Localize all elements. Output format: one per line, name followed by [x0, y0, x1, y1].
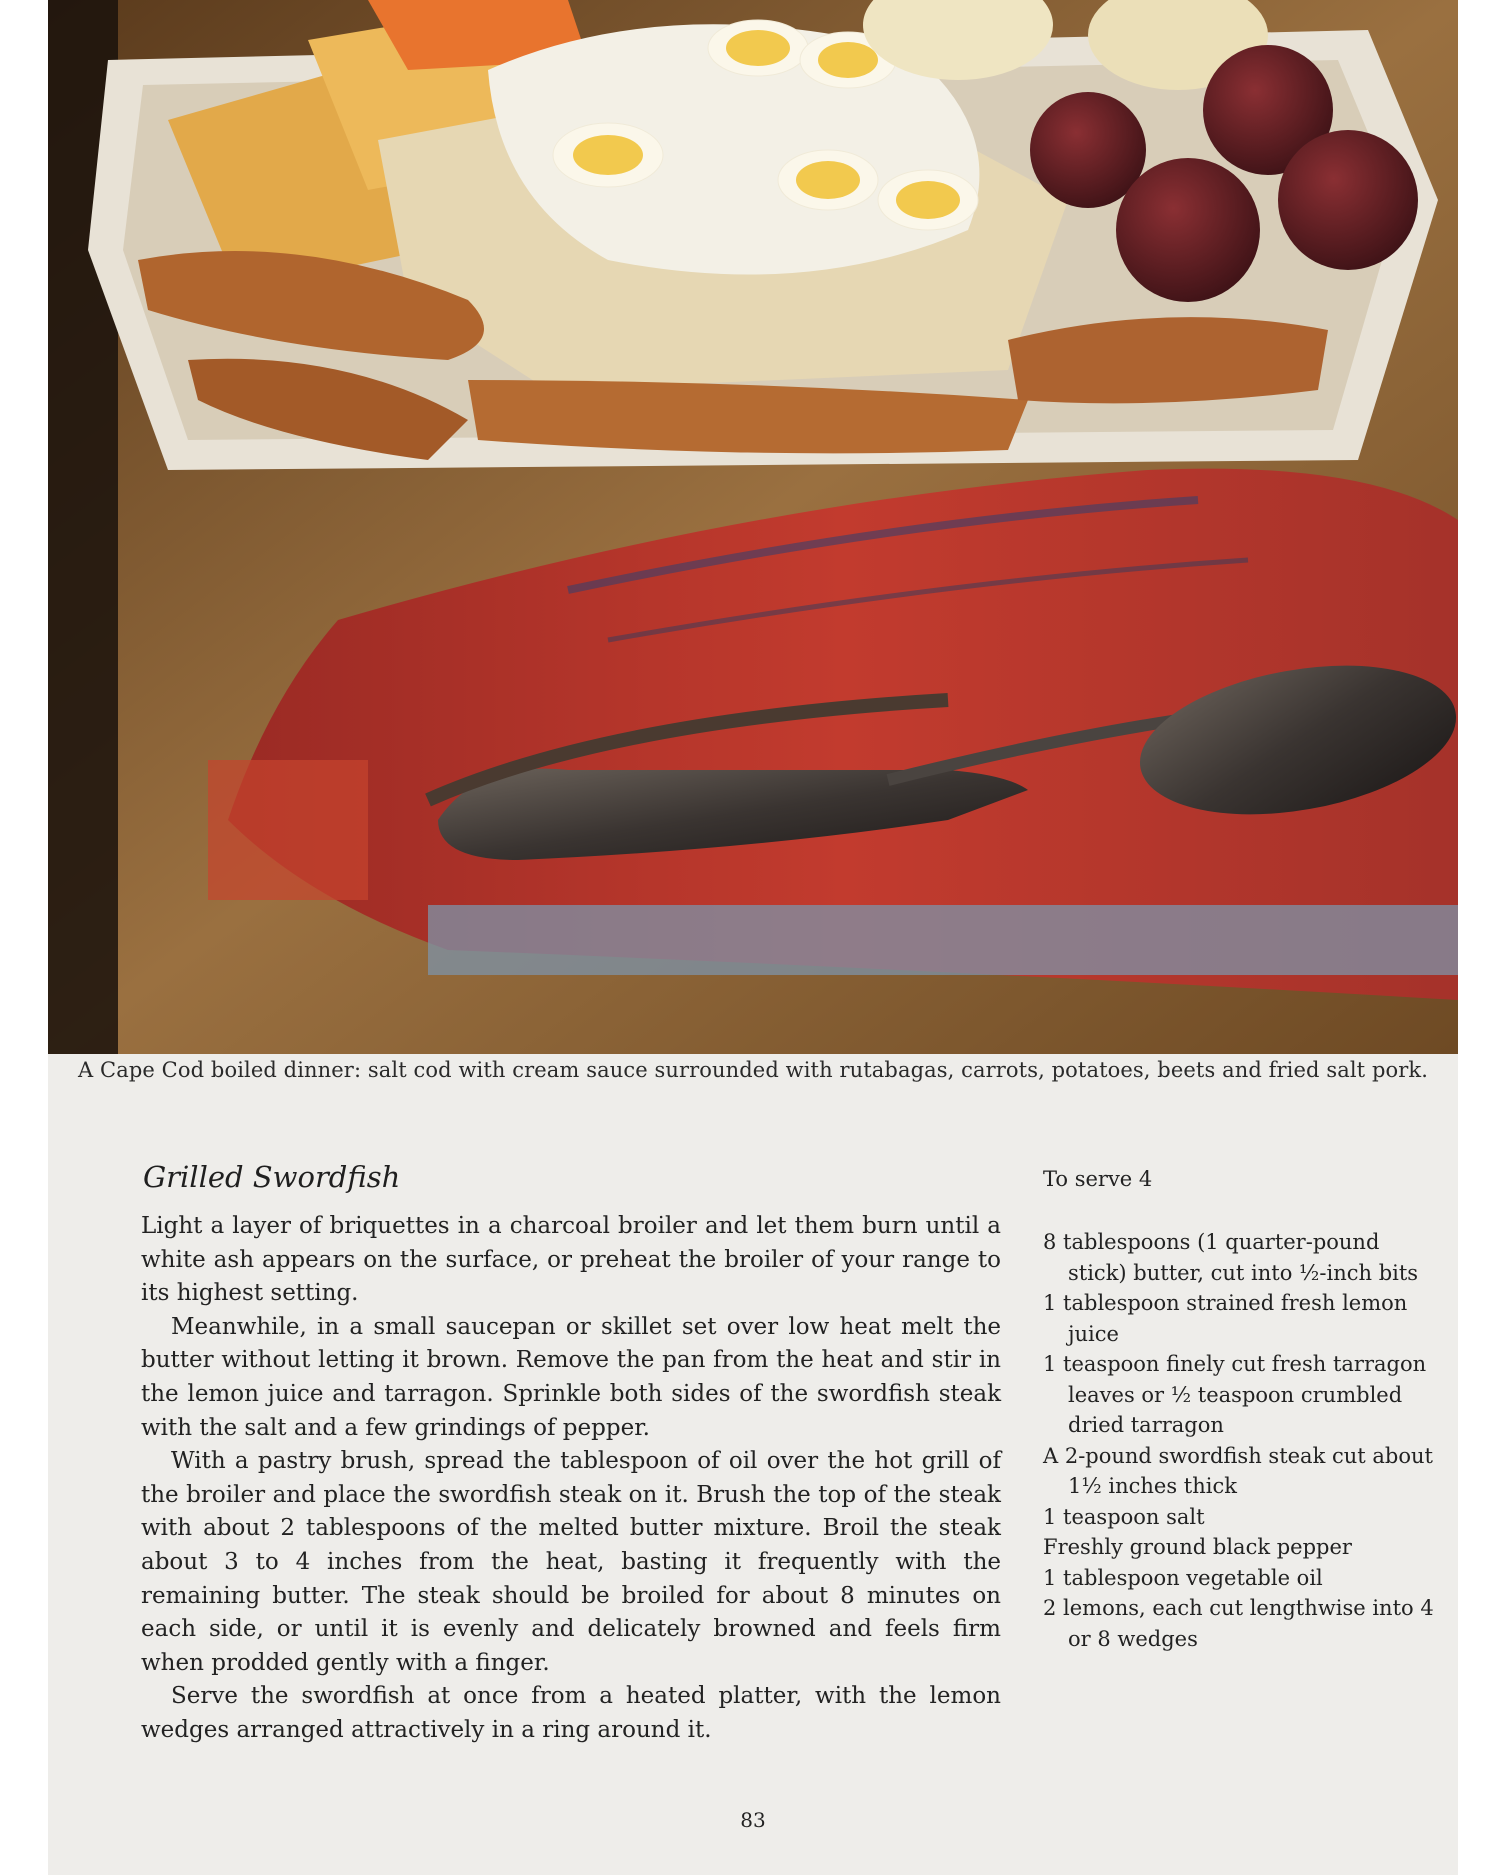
ingredient-item: 8 tablespoons (1 quarter-pound stick) butter, cut into ½-inch bits	[1043, 1230, 1419, 1285]
book-page	[48, 0, 1458, 1875]
servings-label: To serve 4	[1043, 1167, 1153, 1191]
method-paragraph: Light a layer of briquettes in a charcoal broiler and let them burn until a white ash appears on the surface, or preheat the broiler of your range to its highest setting.	[141, 1213, 1001, 1307]
recipe-title: Grilled Swordfish	[143, 1160, 401, 1194]
ingredient-item: 1 teaspoon salt	[1043, 1504, 1205, 1529]
method-paragraph: Meanwhile, in a small saucepan or skillet set over low heat melt the butter without letting it brown. Remove the pan from the heat and stir in the lemon juice and tarragon. Sprinkle both sides of the swordfish steak with the salt and a few grindings of pepper.	[141, 1313, 1001, 1441]
ingredient-item: 2 lemons, each cut lengthwise into 4 or 8 wedges	[1043, 1596, 1434, 1651]
page-number: 83	[740, 1808, 766, 1832]
ingredient-item: 1 teaspoon finely cut fresh tarragon leaves or ½ teaspoon crumbled dried tarragon	[1043, 1352, 1427, 1437]
ingredient-item: 1 tablespoon vegetable oil	[1043, 1565, 1323, 1590]
recipe-method	[141, 1210, 1001, 1748]
ingredient-item: 1 tablespoon strained fresh lemon juice	[1043, 1291, 1408, 1346]
food-photo	[48, 0, 1458, 1054]
ingredient-item: Freshly ground black pepper	[1043, 1535, 1352, 1559]
ingredient-item: A 2-pound swordfish steak cut about 1½ inches thick	[1043, 1443, 1433, 1498]
method-paragraph: With a pastry brush, spread the tablespoon of oil over the hot grill of the broiler and place the swordfish steak on it. Brush the top of the steak with about 2 tablespoons of the melted butter mixture. Broil the steak about 3 to 4 inches from the heat, basting it frequently with the remaining butter. The steak should be broiled for about 8 minutes on each side, or until it is evenly and delicately browned and feels firm when prodded gently with a finger.	[141, 1448, 1001, 1676]
food-photo-illustration	[48, 0, 1458, 1054]
ingredient-list	[1043, 1227, 1443, 1654]
photo-caption: A Cape Cod boiled dinner: salt cod with cream sauce surrounded with rutabagas, carrots, potatoes, beets and fried salt pork.	[78, 1058, 1428, 1082]
method-paragraph: Serve the swordfish at once from a heated platter, with the lemon wedges arranged attractively in a ring around it.	[141, 1683, 1001, 1743]
